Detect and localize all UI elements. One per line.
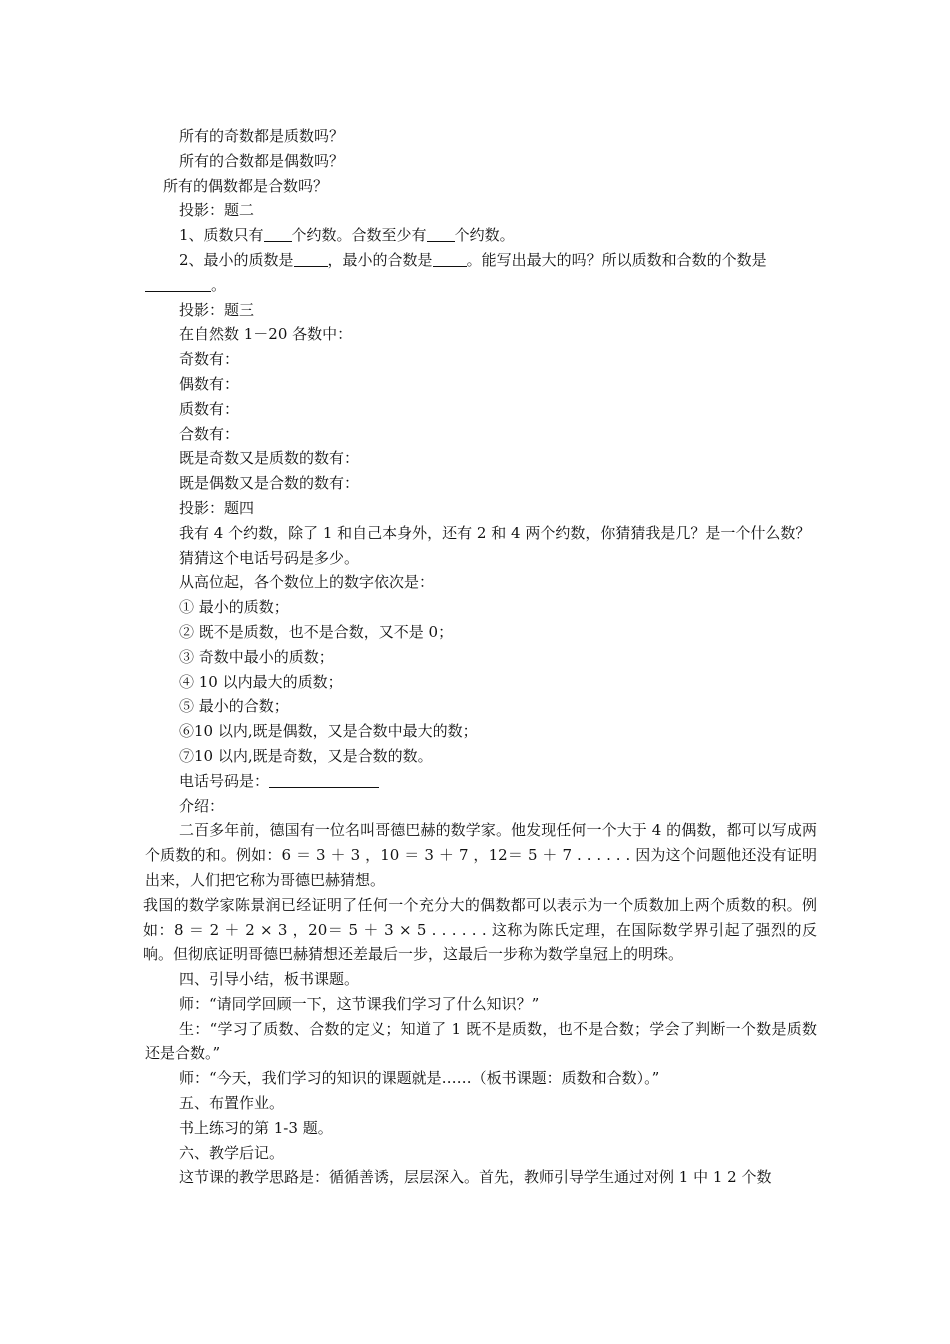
reflection-line: 这节课的教学思路是：循循善诱，层层深入。首先，教师引导学生通过对例 1 中 1 2 个数 — [179, 1168, 772, 1187]
exercise-3-intro: 在自然数 1－20 各数中： — [179, 325, 353, 344]
teacher-line-2: 师：“今天，我们学习的知识的课题就是……（板书课题：质数和合数）。” — [179, 1069, 660, 1088]
exercise-text: 1、质数只有 — [179, 226, 264, 245]
digit-clue-3: ③ 奇数中最小的质数； — [179, 647, 334, 666]
document-body — [145, 124, 817, 1190]
fill-blank — [433, 252, 467, 267]
chen-paragraph: 我国的数学家陈景润已经证明了任何一个充分大的偶数都可以表示为一个质数加上两个质数的积。例如：8 ＝ 2 ＋ 2 × 3 ，20＝ 5 ＋ 3 × 5 . . . . . . 这称为陈氏定理，在国际数学界引起了强烈的反响。但彻底证明哥德巴赫猜想还差最后一步，这最后一步称为数学皇冠上的明珠。 — [143, 895, 817, 964]
exercise-text: 个约数。 — [454, 226, 515, 245]
exercise-2-item-1 — [145, 223, 817, 248]
digit-clue-5: ⑤ 最小的合数； — [179, 697, 289, 716]
exercise-4-digits-intro: 从高位起，各个数位上的数字依次是： — [179, 573, 435, 592]
phone-label: 电话号码是： — [179, 771, 270, 790]
projection-2-heading: 投影：题二 — [179, 201, 255, 220]
projection-3-heading: 投影：题三 — [179, 300, 255, 319]
exercise-2-item-2-cont — [145, 273, 817, 298]
question-composite-even: 所有的合数都是偶数吗？ — [179, 151, 345, 170]
exercise-3-odd-prime: 既是奇数又是质数的数有： — [179, 449, 360, 468]
exercise-3-even-composite: 既是偶数又是合数的数有： — [179, 474, 360, 493]
exercise-3-composite: 合数有： — [179, 424, 240, 443]
fill-blank — [264, 227, 292, 242]
exercise-3-prime: 质数有： — [179, 399, 240, 418]
digit-clue-7: ⑦10 以内,既是奇数，又是合数的数。 — [179, 746, 433, 765]
section-6-heading: 六、教学后记。 — [179, 1143, 285, 1162]
question-even-composite: 所有的偶数都是合数吗？ — [163, 176, 329, 195]
exercise-text: 个约数。合数至少有 — [291, 226, 427, 245]
homework-line: 书上练习的第 1-3 题。 — [179, 1118, 333, 1137]
digit-clue-1: ① 最小的质数； — [179, 598, 289, 617]
phone-answer — [145, 769, 817, 794]
exercise-text: 2、最小的质数是 — [179, 250, 294, 269]
question-odd-prime: 所有的奇数都是质数吗？ — [179, 127, 345, 145]
exercise-3-even: 偶数有： — [179, 374, 240, 393]
section-4-heading: 四、引导小结，板书课题。 — [179, 970, 360, 989]
exercise-4-phone: 猜猜这个电话号码是多少。 — [179, 548, 360, 567]
fill-blank — [427, 227, 455, 242]
digit-clue-4: ④ 10 以内最大的质数； — [179, 672, 343, 691]
exercise-4-riddle: 我有 4 个约数，除了 1 和自己本身外，还有 2 和 4 两个约数，你猜猜我是几？是一个什么数？ — [179, 523, 811, 542]
intro-heading: 介绍： — [179, 796, 225, 815]
fill-blank — [145, 277, 211, 292]
exercise-2-item-2 — [145, 248, 817, 273]
exercise-text: 。 — [211, 275, 227, 294]
exercise-3-odd: 奇数有： — [179, 350, 240, 369]
fill-blank — [294, 252, 328, 267]
fill-blank — [269, 773, 379, 788]
section-5-heading: 五、布置作业。 — [179, 1094, 285, 1113]
exercise-text: ，最小的合数是 — [327, 250, 433, 269]
projection-4-heading: 投影：题四 — [179, 498, 255, 517]
goldbach-paragraph: 二百多年前，德国有一位名叫哥德巴赫的数学家。他发现任何一个大于 4 的偶数，都可以写成两个质数的和。例如：6 ＝ 3 ＋ 3 ，10 ＝ 3 ＋ 7 ，12＝ 5 ＋ 7 . . . . . . 因为这个问题他还没有证明出来，人们把它称为哥德巴赫猜想。 — [145, 821, 817, 889]
teacher-line-1: 师：“请同学回顾一下，这节课我们学习了什么知识？” — [179, 994, 540, 1013]
digit-clue-2: ② 既不是质数，也不是合数，又不是 0； — [179, 622, 454, 641]
digit-clue-6: ⑥10 以内,既是偶数，又是合数中最大的数； — [179, 722, 478, 741]
student-line: 生：“学习了质数、合数的定义；知道了 1 既不是质数，也不是合数；学会了判断一个数是质数还是合数。” — [145, 1019, 817, 1063]
exercise-text: 。能写出最大的吗？所以质数和合数的个数是 — [466, 250, 767, 269]
